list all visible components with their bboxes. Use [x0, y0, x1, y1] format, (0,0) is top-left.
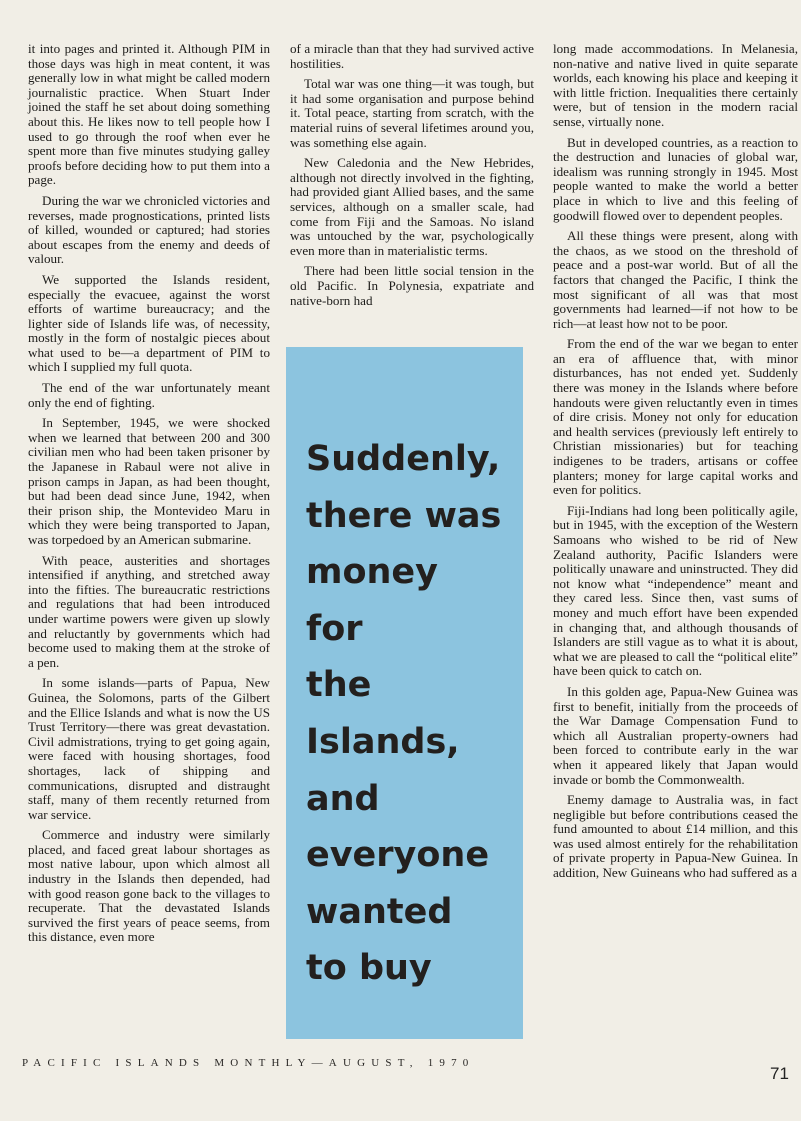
paragraph: Fiji-Indians had long been politically agile, but in 1945, with the exception of the Western Samoans who wished to be rid of New Zealand authority, Pacific Islanders were politically unaware and uninstructed. They did not know what “independence” meant and they cared less. Since then, vast sums of money and much effort have been expended in changing that, and although thousands of Islanders are still vague as to what it is about, what we are pleased to call the “political elite” have been quick to catch on.	[553, 502, 798, 679]
pull-quote-line: Suddenly,	[306, 439, 501, 479]
paragraph: The end of the war unfortunately meant only the end of fighting.	[28, 380, 270, 410]
page-number: 71	[770, 1064, 789, 1083]
pull-quote-box	[286, 347, 523, 1039]
paragraph: With peace, austerities and shortages intensified if anything, and stretched away into the fifties. The bureaucratic restrictions and regulations that had been introduced under wartime powers were given up slowly and reluctantly by governments which had become used to making them at the stroke of a pen.	[28, 552, 270, 670]
paragraph: All these things were present, along with the chaos, as we stood on the threshold of peace and a post-war world. But of all the factors that changed the Pacific, I think the most significant of all was that most governments had learned—if not how to be rich—at least how not to be poor.	[553, 228, 798, 331]
paragraph: long made accommodations. In Melanesia, non-native and native lived in quite separate worlds, each knowing his place and keeping it with little friction. Inequalities there certainly were, but of tension in the modern racial sense, virtually none.	[553, 41, 798, 129]
text-column-3	[553, 42, 798, 887]
paragraph: New Caledonia and the New Hebrides, although not directly involved in the fighting, had provided giant Allied bases, and the same services, although on a smaller scale, had come from Fiji and the Samoas. No island was untouched by the war, psychologically even more than in materialistic terms.	[290, 155, 534, 258]
paragraph: of a miracle than that they had survived active hostilities.	[290, 41, 534, 71]
pull-quote-line: to buy	[306, 948, 432, 989]
paragraph: We supported the Islands resident, especially the evacuee, against the worst efforts of wartime bureaucracy; and the lighter side of Islands life was, of necessity, mostly in the form of nostalgic pieces about what used to be—a department of PIM to which I supplied my full quota.	[28, 271, 270, 375]
pull-quote-line: there was	[306, 495, 502, 536]
pull-quote-line: wanted	[306, 891, 453, 932]
pull-quote-line: money	[306, 552, 438, 593]
paragraph: From the end of the war we began to enter an era of affluence that, with minor disturbances, has not ended yet. Suddenly there was money in the Islands where before handouts were given reluctantly even in times of dire crisis. Money not only for education and health services (previously left entirely to Christian missionaries) but for teaching indigenes to be traders, artisans or coffee planters; money for large capital works and even for politics.	[553, 336, 798, 498]
paragraph: In this golden age, Papua-New Guinea was first to benefit, initially from the proceeds of the War Damage Compensation Fund to which all Australian property-owners had been forced to contribute early in the war when it appeared likely that Japan would invade or bomb the Commonwealth.	[553, 683, 798, 787]
pull-quote-line: everyone	[306, 835, 490, 876]
paragraph: In September, 1945, we were shocked when we learned that between 200 and 300 civilian men who had been taken prisoner by the Japanese in Rabaul were not alive in prison camps in Japan, as had been thought, but had been dead since June, 1942, when their prison ship, the Montevideo Maru in which they were being transported to Japan, was torpedoed by an American submarine.	[28, 415, 270, 547]
paragraph: But in developed countries, as a reaction to the destruction and lunacies of global war, idealism was running strongly in 1945. Most people wanted to make the world a better place in which to live and this feeling of goodwill flowed over to dependent peoples.	[553, 134, 798, 223]
paragraph: Enemy damage to Australia was, in fact negligible but before contributions ceased the fund amounted to about £14 million, and this was used almost entirely for the rehabilitation of private property in Papua-New Guinea. In addition, New Guineans who had suffered as a	[553, 792, 798, 881]
paragraph: In some islands—parts of Papua, New Guinea, the Solomons, parts of the Gilbert and the Ellice Islands and what is now the US Trust Territory—there was great devastation. Civil admistrations, trying to get going again, were faced with housing shortages, food shortages, lack of shipping and communications, disrupted and distraught staff, many of them recently returned from war service.	[28, 675, 270, 822]
pull-quote-line: Islands,	[306, 721, 460, 762]
pull-quote-line: and	[306, 778, 380, 819]
pull-quote-line: the	[306, 665, 372, 706]
pull-quote-line: for	[306, 608, 363, 649]
paragraph: Total war was one thing—it was tough, but it had some organisation and purpose behind it. Total peace, starting from scratch, with the material ruins of several lifetimes around you, was something else again.	[290, 76, 534, 150]
paragraph: During the war we chronicled victories and reverses, made prognostications, printed lists of killed, wounded or captured; had stories about escapes from the enemy and deeds of valour.	[28, 192, 270, 267]
text-column-2	[290, 42, 534, 314]
paragraph: Commerce and industry were similarly placed, and faced great labour shortages as most native labour, upon which almost all industry in the Islands then depended, had with good reason gone back to the villages to recuperate. That the devastated Islands survived the first years of peace seems, from this distance, even more	[28, 827, 270, 945]
running-footer: PACIFIC ISLANDS MONTHLY—AUGUST, 1970	[22, 1057, 475, 1069]
paragraph: it into pages and printed it. Although PIM in those days was high in meat content, it was generally low in what might be called modern journalistic practice. When Stuart Inder joined the staff he set about doing something about this. He likes now to tell people how I used to go through the roof when ever he spent more than five minutes studying galley proofs before deciding how to put them into a page.	[28, 41, 270, 188]
paragraph: There had been little social tension in the old Pacific. In Polynesia, expatriate and native-born had	[290, 263, 534, 308]
text-column-1	[28, 42, 270, 951]
